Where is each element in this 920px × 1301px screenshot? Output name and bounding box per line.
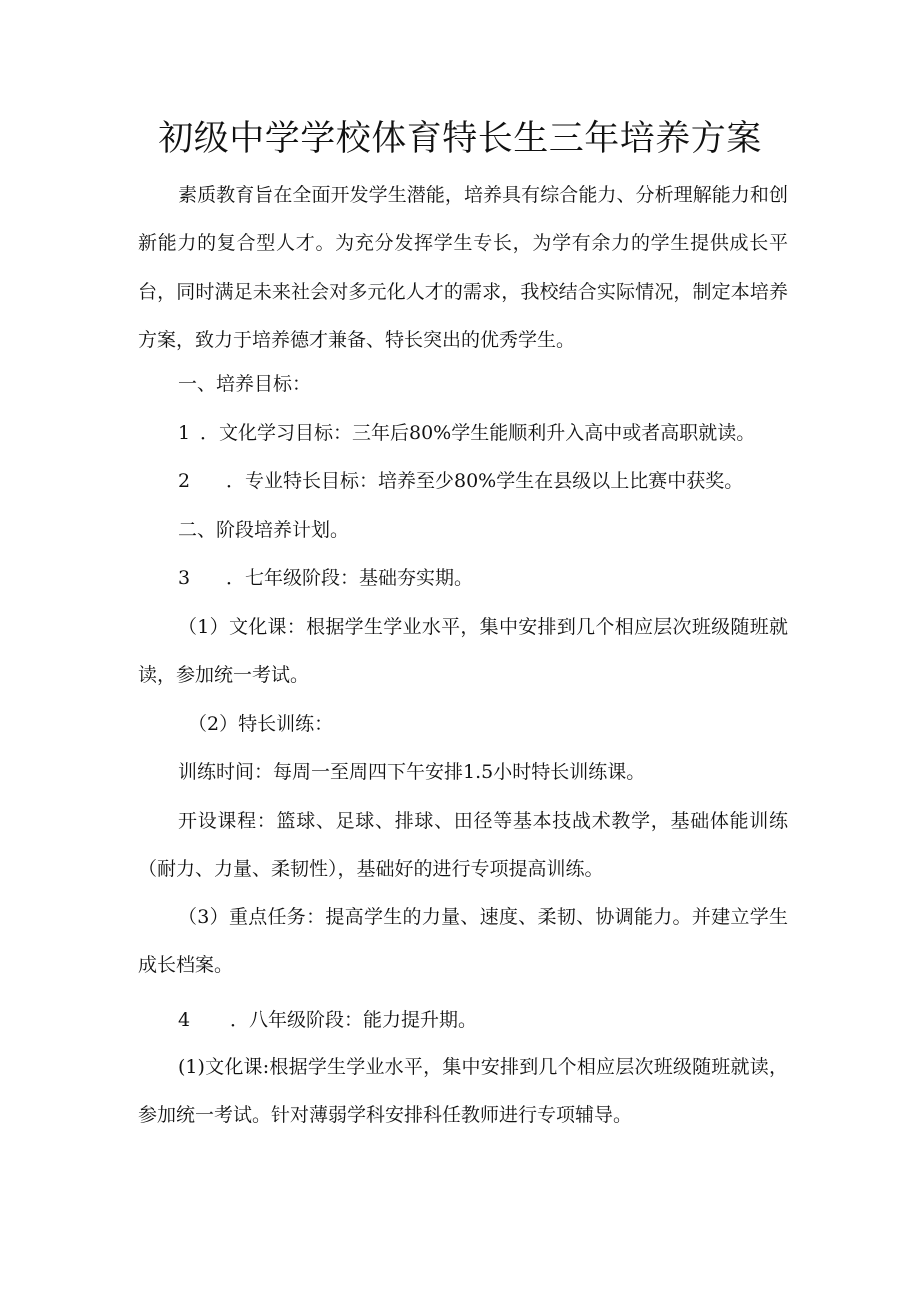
grade7-culture-paragraph: （1）文化课：根据学生学业水平，集中安排到几个相应层次班级随班就读，参加统一考试。	[138, 616, 788, 687]
section-heading-stages: 二、阶段培养计划。	[178, 519, 350, 541]
stage-text: ．七年级阶段：基础夯实期。	[226, 567, 474, 589]
grade7-focus-paragraph: （3）重点任务：提高学生的力量、速度、柔韧、协调能力。并建立学生成长档案。	[138, 906, 788, 977]
goal-item-culture	[178, 409, 755, 457]
grade7-training-heading: （2）特长训练：	[188, 713, 334, 735]
stage-item-grade7	[178, 554, 473, 602]
goal-item-specialty	[178, 457, 743, 505]
grade8-culture-paragraph: (1)文化课:根据学生学业水平，集中安排到几个相应层次班级随班就读，参加统一考试。针对薄弱学科安排科任教师进行专项辅导。	[138, 1056, 788, 1127]
stage-number: 3	[178, 567, 191, 589]
intro-paragraph: 素质教育旨在全面开发学生潜能，培养具有综合能力、分析理解能力和创新能力的复合型人才。为充分发挥学生专长，为学有余力的学生提供成长平台，同时满足未来社会对多元化人才的需求，我校结合实际情况，制定本培养方案，致力于培养德才兼备、特长突出的优秀学生。	[138, 184, 788, 352]
stage-text: ．八年级阶段：能力提升期。	[230, 1009, 478, 1031]
goal-text: ．文化学习目标：三年后80%学生能顺利升入高中或者高职就读。	[200, 422, 756, 444]
goal-number: 1	[178, 422, 191, 444]
grade7-courses-paragraph: 开设课程：篮球、足球、排球、田径等基本技战术教学，基础体能训练（耐力、力量、柔韧性），基础好的进行专项提高训练。	[138, 810, 788, 881]
stage-item-grade8	[178, 996, 477, 1044]
grade7-training-time: 训练时间：每周一至周四下午安排1.5小时特长训练课。	[178, 761, 646, 783]
document-title: 初级中学学校体育特长生三年培养方案	[158, 119, 762, 159]
section-heading-goals: 一、培养目标：	[178, 373, 312, 395]
goal-text: ．专业特长目标：培养至少80%学生在县级以上比赛中获奖。	[226, 470, 744, 492]
stage-number: 4	[178, 1009, 191, 1031]
goal-number: 2	[178, 470, 191, 492]
